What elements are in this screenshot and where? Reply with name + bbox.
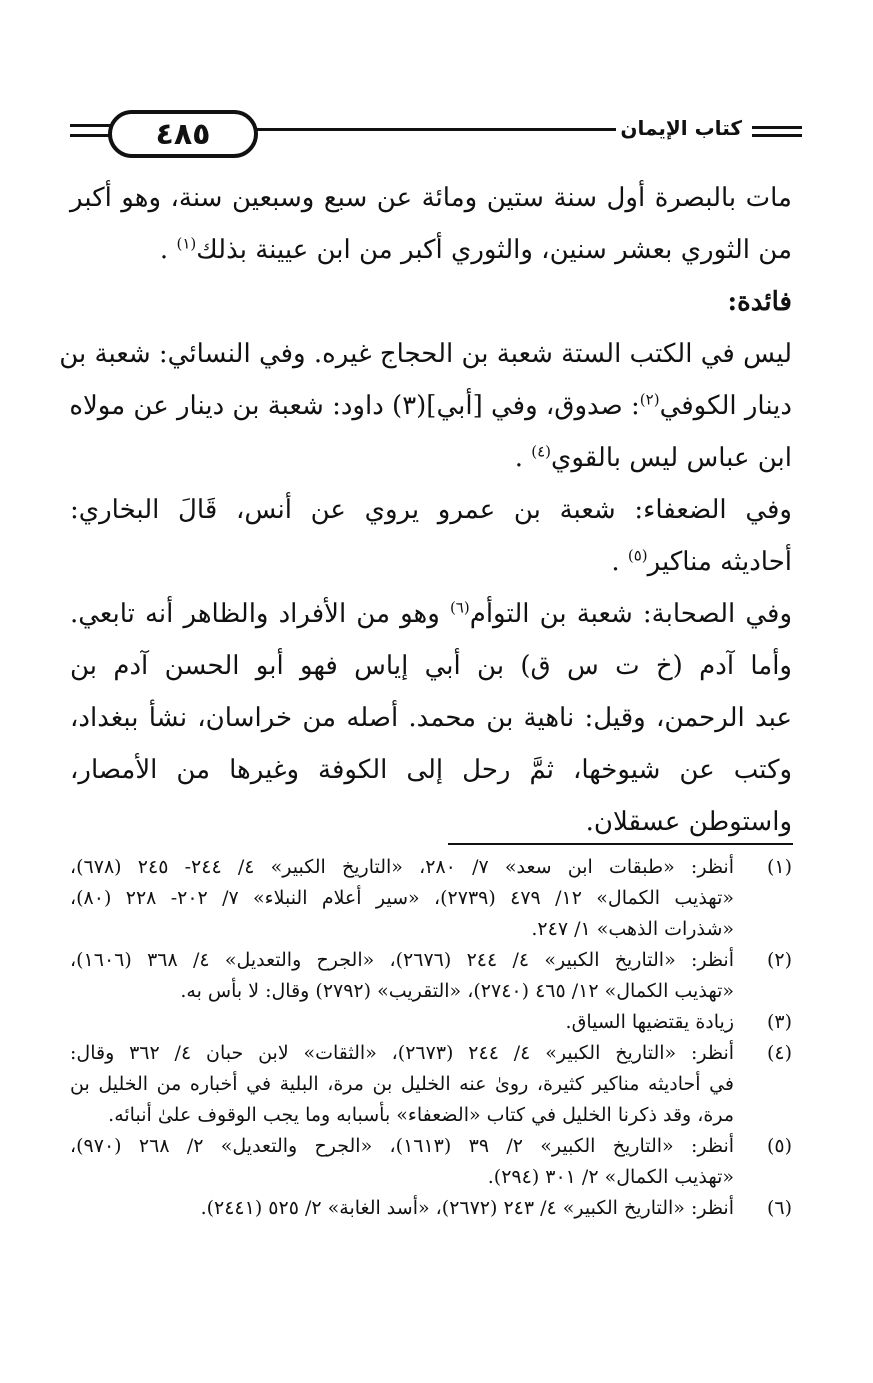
body-line (70, 640, 792, 692)
body-line (70, 484, 792, 536)
body-line-text: وأما آدم (خ ت س ق) بن أبي إياس فهو أبو الحسن آدم بن (70, 651, 792, 681)
footnote-line (70, 1100, 792, 1131)
page-header (70, 104, 802, 164)
body-line (59, 328, 792, 380)
body-line-text: عبد الرحمن، وقيل: ناهية بن محمد. أصله من خراسان، نشأ ببغداد، (70, 703, 792, 733)
footnote-number: (١) (766, 856, 792, 878)
body-line-tail: : صدوق، وفي [أبي](٣) داود: شعبة بن دينار عن مولاه (69, 391, 640, 421)
footnote-number: (٤) (766, 1042, 792, 1064)
header-rule-far-right (752, 126, 802, 129)
footnote-line (70, 914, 792, 945)
footnote-line (70, 945, 792, 976)
body-line-text: ابن عباس ليس بالقوي (551, 443, 792, 473)
footnote-text: «تهذيب الكمال» ١٢/ ٤٧٩ (٢٧٣٩)، «سير أعلام النبلاء» ٧/ ٢٠٢- ٢٢٨ (٨٠)، (70, 887, 734, 909)
body-line-tail: وهو من الأفراد والظاهر أنه تابعي. (70, 599, 450, 629)
body-line (70, 796, 792, 848)
footnote-number: (٢) (766, 949, 792, 971)
body-line-text: فائدة: (727, 287, 792, 317)
body-line-text: وكتب عن شيوخها، ثمَّ رحل إلى الكوفة وغيرها من الأمصار، (70, 755, 792, 785)
footnote-number: (٦) (766, 1197, 792, 1219)
footnote-line (70, 1193, 792, 1224)
body-line-text: وفي الضعفاء: شعبة بن عمرو يروي عن أنس، قَالَ البخاري: (70, 495, 792, 525)
footnote-line (70, 1038, 792, 1069)
body-line (70, 692, 792, 744)
footnote-separator (448, 843, 793, 845)
body-line (70, 172, 792, 224)
footnotes (70, 852, 792, 1224)
footnote-line (70, 883, 792, 914)
footnote-text: مرة، وقد ذكرنا الخليل في كتاب «الضعفاء» بأسبابه وما يجب الوقوف علىٰ أنبائه. (108, 1104, 734, 1126)
body-line (70, 224, 792, 276)
footnote-text: «شذرات الذهب» ١/ ٢٤٧. (531, 918, 734, 940)
footnote-text: «تهذيب الكمال» ١٢/ ٤٦٥ (٢٧٤٠)، «التقريب» (٢٧٩٢) وقال: لا بأس به. (180, 980, 734, 1002)
footnote-text: أنظر: «التاريخ الكبير» ٤/ ٢٤٤ (٢٦٧٦)، «الجرح والتعديل» ٤/ ٣٦٨ (١٦٠٦)، (70, 949, 734, 971)
footnote-text: أنظر: «التاريخ الكبير» ٢/ ٣٩ (١٦١٣)، «الجرح والتعديل» ٢/ ٢٦٨ (٩٧٠)، (70, 1135, 735, 1157)
footnote-marker[interactable]: (٦) (449, 598, 470, 617)
body-line-text: مات بالبصرة أول سنة ستين ومائة عن سبع وسبعين سنة، وهو أكبر (70, 183, 792, 213)
header-rule-far-right-2 (752, 134, 802, 137)
main-text (59, 172, 792, 848)
body-line-tail: . (159, 235, 177, 265)
body-line-tail: . (514, 443, 532, 473)
body-line (70, 432, 792, 484)
body-line-text: من الثوري بعشر سنين، والثوري أكبر من ابن عيينة بذلك (196, 235, 792, 265)
footnote-text: «تهذيب الكمال» ٢/ ٣٠١ (٢٩٤). (487, 1166, 734, 1188)
header-rule-left (70, 124, 110, 127)
header-rule-left-2 (70, 134, 110, 137)
header-rule-right (256, 128, 616, 131)
footnote-text: أنظر: «طبقات ابن سعد» ٧/ ٢٨٠، «التاريخ الكبير» ٤/ ٢٤٤- ٢٤٥ (٦٧٨)، (70, 856, 734, 878)
body-line-text: ليس في الكتب الستة شعبة بن الحجاج غيره. وفي النسائي: شعبة بن (59, 339, 792, 369)
book-title: كتاب الإيمان (620, 116, 742, 140)
footnote-line (70, 976, 792, 1007)
footnote-marker[interactable]: (٥) (627, 546, 648, 565)
body-line (70, 588, 792, 640)
footnote-text: في أحاديثه مناكير كثيرة، روىٰ عنه الخليل بن مرة، البلية في أخباره من الخليل بن (70, 1073, 734, 1095)
body-line (70, 744, 792, 796)
footnote-text: أنظر: «التاريخ الكبير» ٤/ ٢٤٤ (٢٦٧٣)، «الثقات» لابن حبان ٤/ ٣٦٢ وقال: (70, 1042, 735, 1064)
footnote-line (70, 1007, 792, 1038)
body-line-text: أحاديثه مناكير (647, 547, 792, 577)
footnote-line (70, 852, 792, 883)
footnote-line (70, 1069, 792, 1100)
footnote-line (70, 1131, 792, 1162)
body-line-text: دينار الكوفي (659, 391, 792, 421)
body-line-tail: . (611, 547, 628, 577)
footnote-marker[interactable]: (٢) (639, 390, 660, 409)
footnote-line (70, 1162, 792, 1193)
footnote-text: أنظر: «التاريخ الكبير» ٤/ ٢٤٣ (٢٦٧٢)، «أسد الغابة» ٢/ ٥٢٥ (٢٤٤١). (200, 1197, 734, 1219)
body-line (70, 380, 792, 432)
body-line-text: واستوطن عسقلان. (585, 807, 792, 837)
footnote-marker[interactable]: (٤) (531, 442, 551, 461)
footnote-text: زيادة يقتضيها السياق. (565, 1011, 734, 1033)
body-line (70, 276, 792, 328)
body-line (70, 536, 792, 588)
body-line-text: وفي الصحابة: شعبة بن التوأم (469, 599, 792, 629)
footnote-number: (٥) (766, 1135, 792, 1157)
footnote-number: (٣) (766, 1011, 792, 1033)
footnote-marker[interactable]: (١) (176, 234, 197, 253)
page-number: ٤٨٥ (108, 110, 258, 158)
